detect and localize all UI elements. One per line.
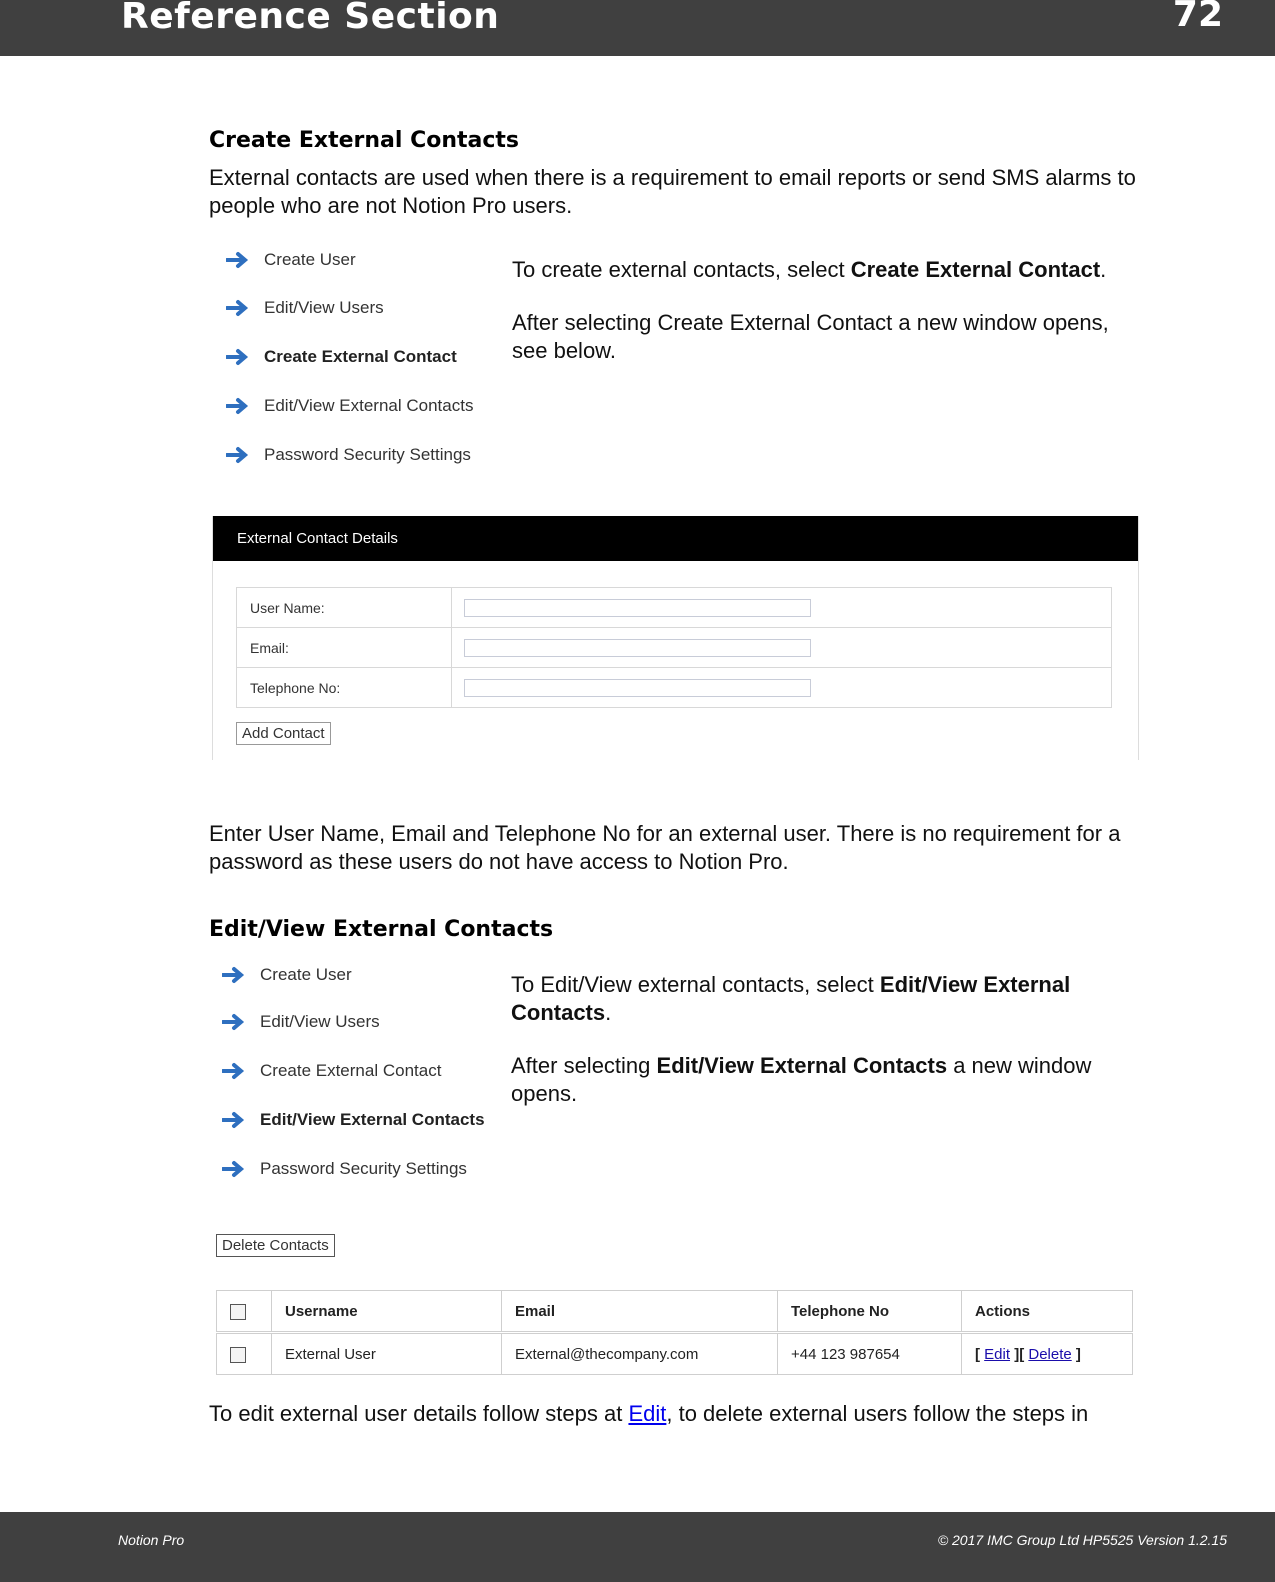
form-row-email [237,628,1112,668]
menu-item-label: Create External Contact [260,1061,442,1080]
email-label: Email: [237,628,452,668]
arrow-icon [222,1062,248,1080]
delete-contacts-button[interactable]: Delete Contacts [216,1234,335,1257]
instruction-emphasis: Edit/View External Contacts [511,972,1071,1025]
menu-item-create-user[interactable] [226,245,356,275]
select-all-cell [217,1291,272,1333]
arrow-icon [222,1111,248,1129]
instruction-paragraph [511,1052,1146,1108]
bottom-text: , to delete external users follow the steps in [666,1401,1089,1426]
column-telephone[interactable]: Telephone No [778,1291,962,1333]
instruction-paragraph [512,256,1142,284]
select-all-checkbox[interactable] [230,1304,246,1320]
side-instructions-1 [512,256,1142,390]
arrow-icon [222,1013,248,1031]
menu-item-edit-view-users[interactable] [222,1007,380,1037]
form-title: External Contact Details [213,516,1138,561]
menu-item-label: Password Security Settings [264,445,471,464]
side-instructions-2 [511,971,1146,1133]
instruction-text: . [1100,257,1107,282]
username-input[interactable] [464,599,811,617]
email-input[interactable] [464,639,811,657]
menu-item-password-security-settings[interactable] [226,440,471,470]
telephone-label: Telephone No: [237,668,452,708]
column-actions: Actions [962,1291,1133,1333]
menu-item-label: Password Security Settings [260,1159,467,1178]
footer-copyright: © 2017 IMC Group Ltd HP5525 Version 1.2.15 [937,1532,1227,1548]
edit-link[interactable]: Edit [984,1345,1011,1363]
arrow-icon [226,446,252,464]
instruction-text: After selecting [511,1053,657,1078]
form-row-username [237,588,1112,628]
telephone-input[interactable] [464,679,811,697]
bracket-text: ][ [1010,1345,1029,1363]
table-row [217,1333,1133,1375]
menu-item-label: Create External Contact [264,347,457,366]
arrow-icon [226,348,252,366]
menu-item-edit-view-external-contacts[interactable] [222,1105,485,1135]
cell-email: External@thecompany.com [502,1333,778,1375]
menu-item-create-external-contact[interactable] [222,1056,441,1086]
page-number: 72 [1172,0,1223,35]
page-header [0,0,1275,56]
menu-item-create-external-contact[interactable] [226,342,457,372]
menu-item-create-user[interactable] [222,960,352,990]
row-select-cell [217,1333,272,1375]
section-title: Reference Section [121,0,500,37]
table-header-row [217,1291,1133,1333]
menu-item-label: Create User [260,965,352,984]
edit-reference-link[interactable]: Edit [628,1401,667,1426]
bottom-text: To edit external user details follow steps at [209,1401,629,1426]
page-footer [0,1512,1275,1582]
cell-actions [962,1333,1133,1375]
row-checkbox[interactable] [230,1347,246,1363]
instruction-text: To create external contacts, select [512,257,851,282]
instruction-emphasis: Create External Contact [850,257,1101,282]
instruction-emphasis: Edit/View External Contacts [656,1053,948,1078]
footer-product-name: Notion Pro [118,1532,185,1548]
column-email[interactable]: Email [502,1291,778,1333]
contact-form-table [236,587,1112,708]
instruction-text: a new window opens. [511,1053,1092,1106]
delete-link[interactable]: Delete [1028,1345,1072,1363]
external-contact-form [212,516,1139,760]
menu-item-label: Edit/View Users [260,1012,380,1031]
heading-create-external-contacts: Create External Contacts [209,128,520,153]
menu-item-label: Edit/View External Contacts [264,396,474,415]
menu-item-label: Create User [264,250,356,269]
email-cell [452,628,1112,668]
menu-item-edit-view-users[interactable] [226,293,384,323]
instruction-paragraph [511,971,1146,1027]
instruction-text: To Edit/View external contacts, select [511,972,880,997]
menu-item-password-security-settings[interactable] [222,1154,467,1184]
menu-item-label: Edit/View External Contacts [260,1110,485,1129]
heading-edit-view-external-contacts: Edit/View External Contacts [209,917,554,942]
instruction-text: . [605,1000,612,1025]
username-label: User Name: [237,588,452,628]
arrow-icon [226,251,252,269]
arrow-icon [222,1160,248,1178]
bracket-text: ] [1071,1345,1081,1363]
cell-telephone: +44 123 987654 [778,1333,962,1375]
instruction-paragraph: After selecting Create External Contact a new window opens, see below. [512,310,1109,363]
telephone-cell [452,668,1112,708]
username-cell [452,588,1112,628]
intro-paragraph: External contacts are used when there is a requirement to email reports or send SMS alarms to people who are not Notion Pro users. [209,165,1136,218]
cell-username: External User [272,1333,502,1375]
column-username[interactable]: Username [272,1291,502,1333]
bracket-text: [ [975,1345,985,1363]
bottom-paragraph [209,1400,1139,1428]
menu-item-label: Edit/View Users [264,298,384,317]
add-contact-button[interactable]: Add Contact [236,722,331,745]
arrow-icon [222,966,248,984]
contacts-table [216,1290,1133,1375]
arrow-icon [226,397,252,415]
after-form-paragraph: Enter User Name, Email and Telephone No for an external user. There is no requirement for a password as these users do not have access to Notion Pro. [209,821,1121,874]
form-row-telephone [237,668,1112,708]
menu-item-edit-view-external-contacts[interactable] [226,391,473,421]
arrow-icon [226,299,252,317]
